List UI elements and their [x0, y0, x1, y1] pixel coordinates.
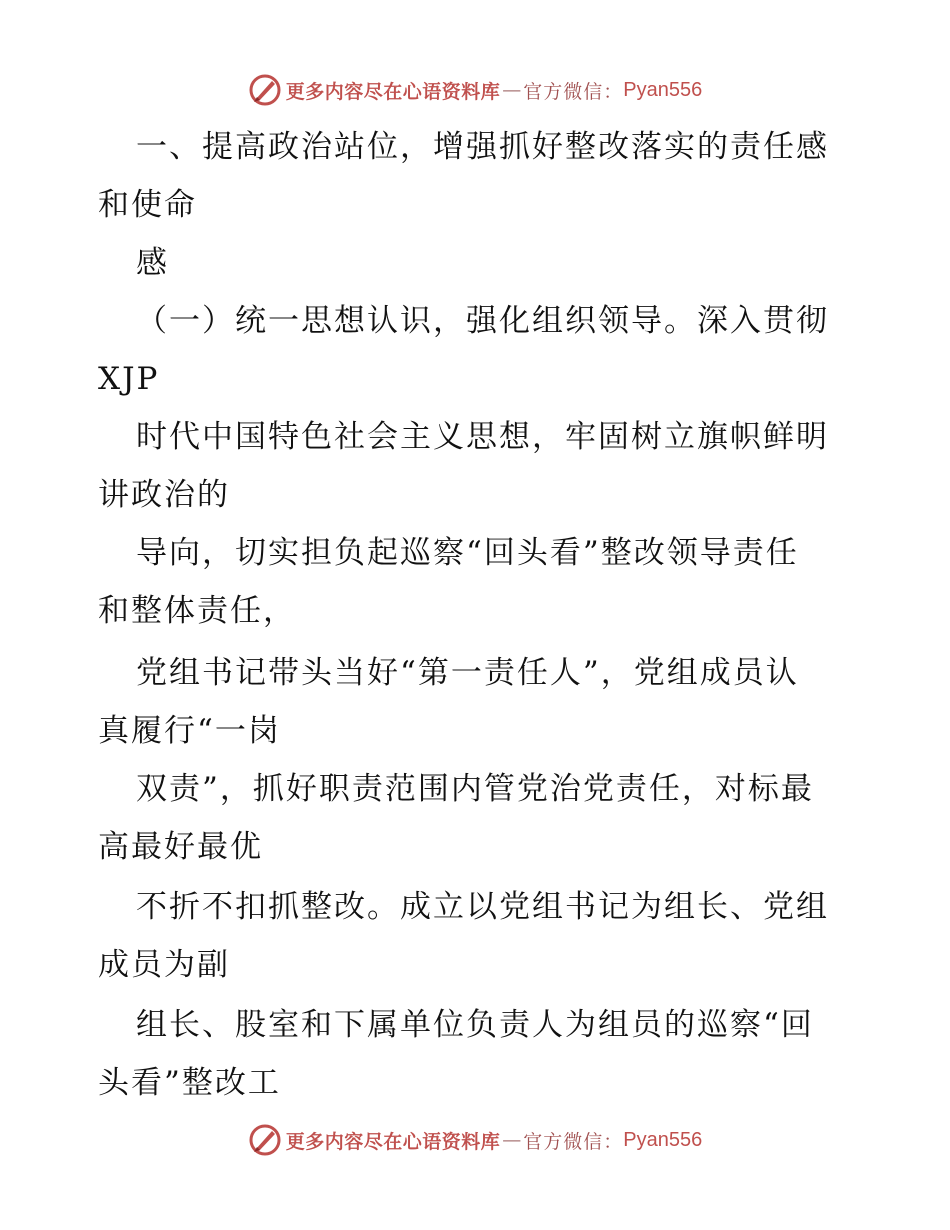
watermark-wechat-label: 官方微信：: [523, 1130, 624, 1153]
text-line: 和使命: [98, 187, 197, 223]
watermark-footer: [0, 1120, 950, 1160]
text-line: 头看”整改工: [98, 1065, 281, 1101]
watermark-wechat-label: 官方微信：: [523, 80, 624, 103]
watermark-dash: —: [502, 79, 522, 101]
text-line: 不折不扣抓整改。成立以党组书记为组长、党组: [136, 889, 829, 925]
watermark-wechat-id: Pyan556: [623, 1128, 703, 1151]
text-line: XJP: [98, 361, 160, 397]
text-line: 讲政治的: [98, 477, 230, 513]
watermark-site-name: 更多内容尽在心语资料库: [285, 1130, 501, 1153]
text-line: 双责”，抓好职责范围内管党治党责任，对标最: [136, 771, 814, 807]
quill-pen-icon: [248, 73, 282, 107]
watermark-site-name: 更多内容尽在心语资料库: [285, 80, 501, 103]
watermark-header: [0, 70, 950, 110]
quill-pen-icon: [248, 1123, 282, 1157]
text-line: 真履行“一岗: [98, 713, 281, 749]
text-line: 感: [136, 245, 169, 281]
text-line: 时代中国特色社会主义思想，牢固树立旗帜鲜明: [136, 419, 829, 455]
text-line: 成员为副: [98, 947, 230, 983]
text-line: 组长、股室和下属单位负责人为组员的巡察“回: [136, 1007, 814, 1043]
text-line: 高最好最优: [98, 829, 263, 865]
text-line: 党组书记带头当好“第一责任人”，党组成员认: [136, 655, 799, 691]
text-line: 导向，切实担负起巡察“回头看”整改领导责任: [136, 535, 799, 571]
watermark-wechat-id: Pyan556: [623, 78, 703, 101]
text-line: 一、提高政治站位，增强抓好整改落实的责任感: [136, 129, 829, 165]
text-line: （一）统一思想认识，强化组织领导。深入贯彻: [136, 303, 829, 339]
text-line: 和整体责任，: [98, 593, 296, 629]
watermark-dash: —: [502, 1129, 522, 1151]
